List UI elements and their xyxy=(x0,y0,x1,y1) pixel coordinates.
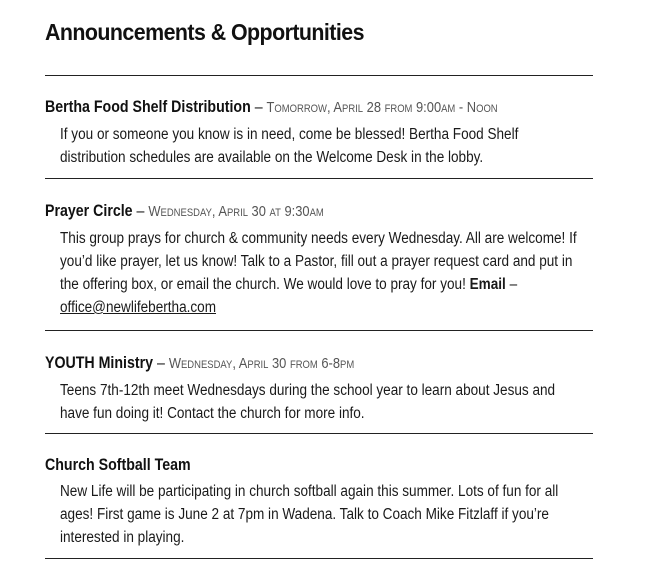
announcement-description xyxy=(60,227,585,319)
announcement-heading xyxy=(45,201,516,222)
announcement-description: If you or someone you know is in need, come be blessed! Bertha Food Shelf distribution schedules are available on the Welcome Desk in the lobby. xyxy=(60,126,519,166)
announcement-title: Bertha Food Shelf Distribution xyxy=(45,98,251,116)
announcement-date: Wednesday, April 30 from 6-8pm xyxy=(168,355,355,372)
page-title: Announcements & Opportunities xyxy=(45,19,364,45)
announcement-heading xyxy=(45,353,516,374)
heading-separator: – xyxy=(132,202,149,220)
heading-separator: – xyxy=(153,354,169,372)
announcement-softball-team xyxy=(45,455,593,559)
announcement-title: Church Softball Team xyxy=(45,456,191,474)
email-label: Email xyxy=(469,276,506,293)
email-separator: – xyxy=(505,276,518,293)
announcement-description: New Life will be participating in church softball again this summer. Lots of fun for all ages! First game is June 2 at 7pm in Wadena. Talk to Coach Mike Fitzlaff if you’re interested in playing. xyxy=(60,483,559,546)
announcement-description: Teens 7th-12th meet Wednesdays during the school year to learn about Jesus and have fun doing it! Contact the church for more info. xyxy=(60,382,556,422)
announcement-youth-ministry xyxy=(45,353,593,434)
heading-separator: – xyxy=(250,98,267,116)
title-divider xyxy=(45,75,593,76)
announcement-date: Tomorrow, April 28 from 9:00am - Noon xyxy=(266,99,498,116)
announcement-prayer-circle xyxy=(45,201,593,331)
email-link[interactable]: office@newlifebertha.com xyxy=(60,299,217,316)
announcement-heading xyxy=(45,97,516,118)
description-text: This group prays for church & community needs every Wednesday. All are welcome! If you’d like prayer, let us know! Talk to a Pastor, fill out a prayer request card and put in the offering box, or email the church. We would love to pray for you! xyxy=(60,230,577,293)
announcement-date: Wednesday, April 30 at 9:30am xyxy=(148,203,324,220)
announcement-title: YOUTH Ministry xyxy=(45,354,154,372)
announcement-title: Prayer Circle xyxy=(45,202,133,220)
announcement-food-shelf xyxy=(45,97,593,179)
announcement-heading xyxy=(45,455,516,475)
